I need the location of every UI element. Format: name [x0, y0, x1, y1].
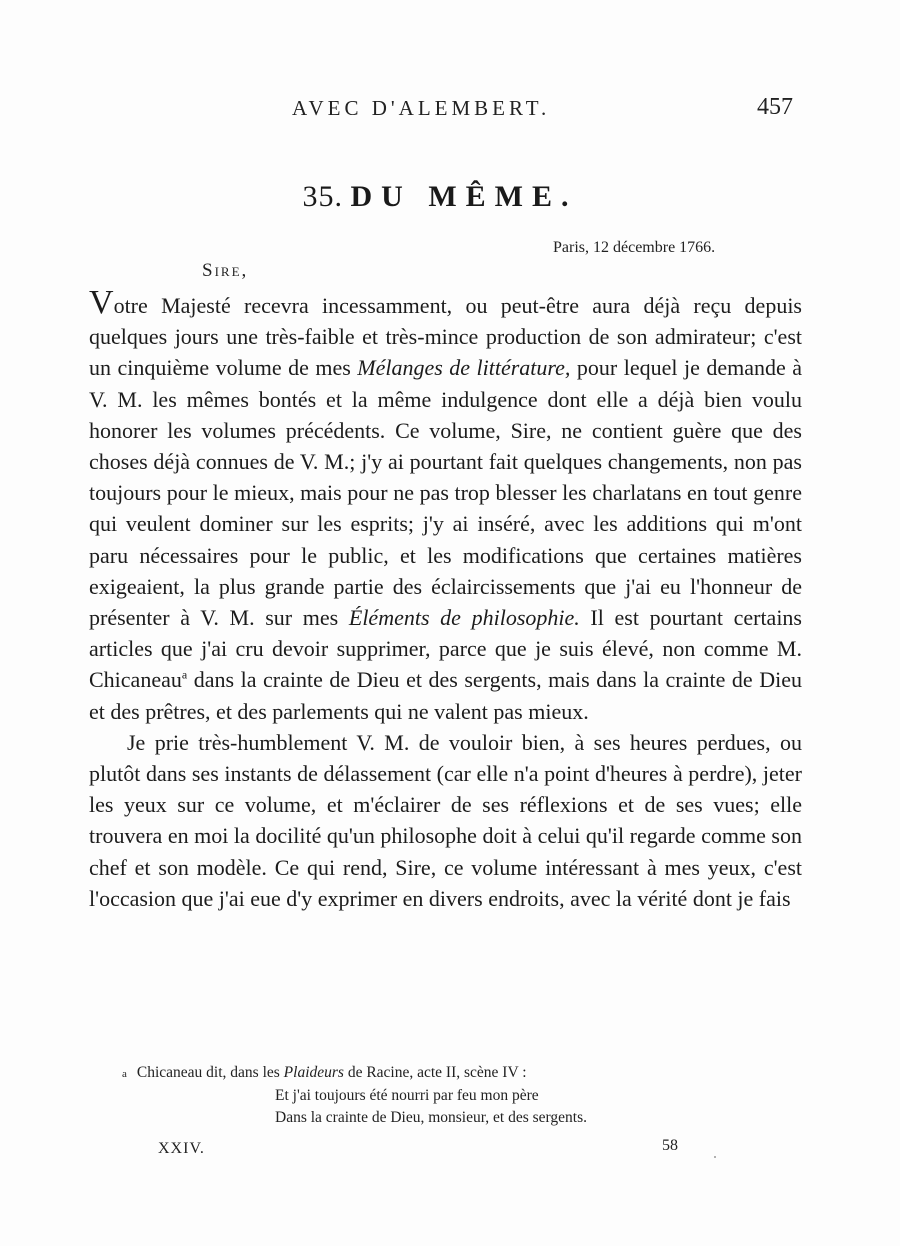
paragraph-1-text-d: dans la crainte de Dieu et des sergents, mais dans la crainte de Dieu et des prêtres, et des parlements qui ne valent pas mieux.	[89, 667, 802, 724]
footnote-intro-b: de Racine, acte II, scène IV :	[343, 1064, 527, 1081]
paragraph-1	[89, 284, 802, 727]
letter-body	[89, 284, 802, 914]
work-title-melanges: Mélanges de littérature,	[357, 355, 571, 381]
footnote-verse-2: Dans la crainte de Dieu, monsieur, et des sergents.	[275, 1109, 588, 1126]
letter-heading: DU MÊME.	[350, 180, 578, 213]
footnote-reference: a	[181, 668, 188, 683]
footnote-intro-a: Chicaneau dit, dans les	[136, 1064, 284, 1081]
work-title-elements: Éléments de philosophie.	[348, 605, 580, 631]
running-head: AVEC D'ALEMBERT.	[292, 96, 551, 120]
page-number: 457	[757, 94, 793, 120]
print-speck	[714, 1156, 716, 1158]
letter-title	[0, 180, 880, 214]
paragraph-1-text-b: pour lequel je demande à V. M. les mêmes bontés et la même indulgence dont elle a déjà bien voulu honorer les volumes précédents. Ce volume, Sire, ne contient guère que des choses déjà connues de V. M.; j'y ai pourtant fait quelques changements, non pas toujours pour le mieux, mais pour ne pas trop blesser les charlatans en tout genre qui veulent dominer sur les esprits; j'y ai inséré, avec les additions qui m'ont paru nécessaires pour le public, et les modifications que certaines matières exigeaient, la plus grande partie des éclaircissements que j'ai eu l'honneur de présenter à V. M. sur mes	[89, 355, 802, 631]
paragraph-1-text-c: Il est pourtant certains articles que j'ai cru devoir supprimer, parce que je suis élevé, non comme M. Chicaneau	[89, 605, 802, 693]
footnote-verse-1: Et j'ai toujours été nourri par feu mon père	[275, 1087, 539, 1104]
footnote-work-title: Plaideurs	[283, 1064, 344, 1081]
dateline: Paris, 12 décembre 1766.	[553, 239, 716, 256]
signature-mark: XXIV.	[158, 1140, 205, 1157]
salutation: Sire,	[202, 260, 249, 281]
paragraph-2: Je prie très-humblement V. M. de vouloir bien, à ses heures perdues, ou plutôt dans ses instants de délassement (car elle n'a point d'heures à perdre), jeter les yeux sur ce volume, et m'éclairer de ses réflexions et de ses vues; elle trouvera en moi la docilité qu'un philosophe doit à celui qu'il regarde comme son chef et son modèle. Ce qui rend, Sire, ce volume intéressant à mes yeux, c'est l'occasion que j'ai eue d'y exprimer en divers endroits, avec la vérité dont je fais	[89, 729, 802, 911]
sheet-number: 58	[662, 1137, 678, 1154]
footnote	[122, 1062, 682, 1129]
letter-number: 35.	[302, 180, 343, 213]
paragraph-1-text-a: otre Majesté recevra incessamment, ou peut-être aura déjà reçu depuis quelques jours une très-faible et très-mince production de son admirateur; c'est un cinquième volume de mes	[89, 293, 802, 381]
footnote-mark: a	[122, 1068, 127, 1080]
drop-cap: V	[89, 284, 114, 321]
